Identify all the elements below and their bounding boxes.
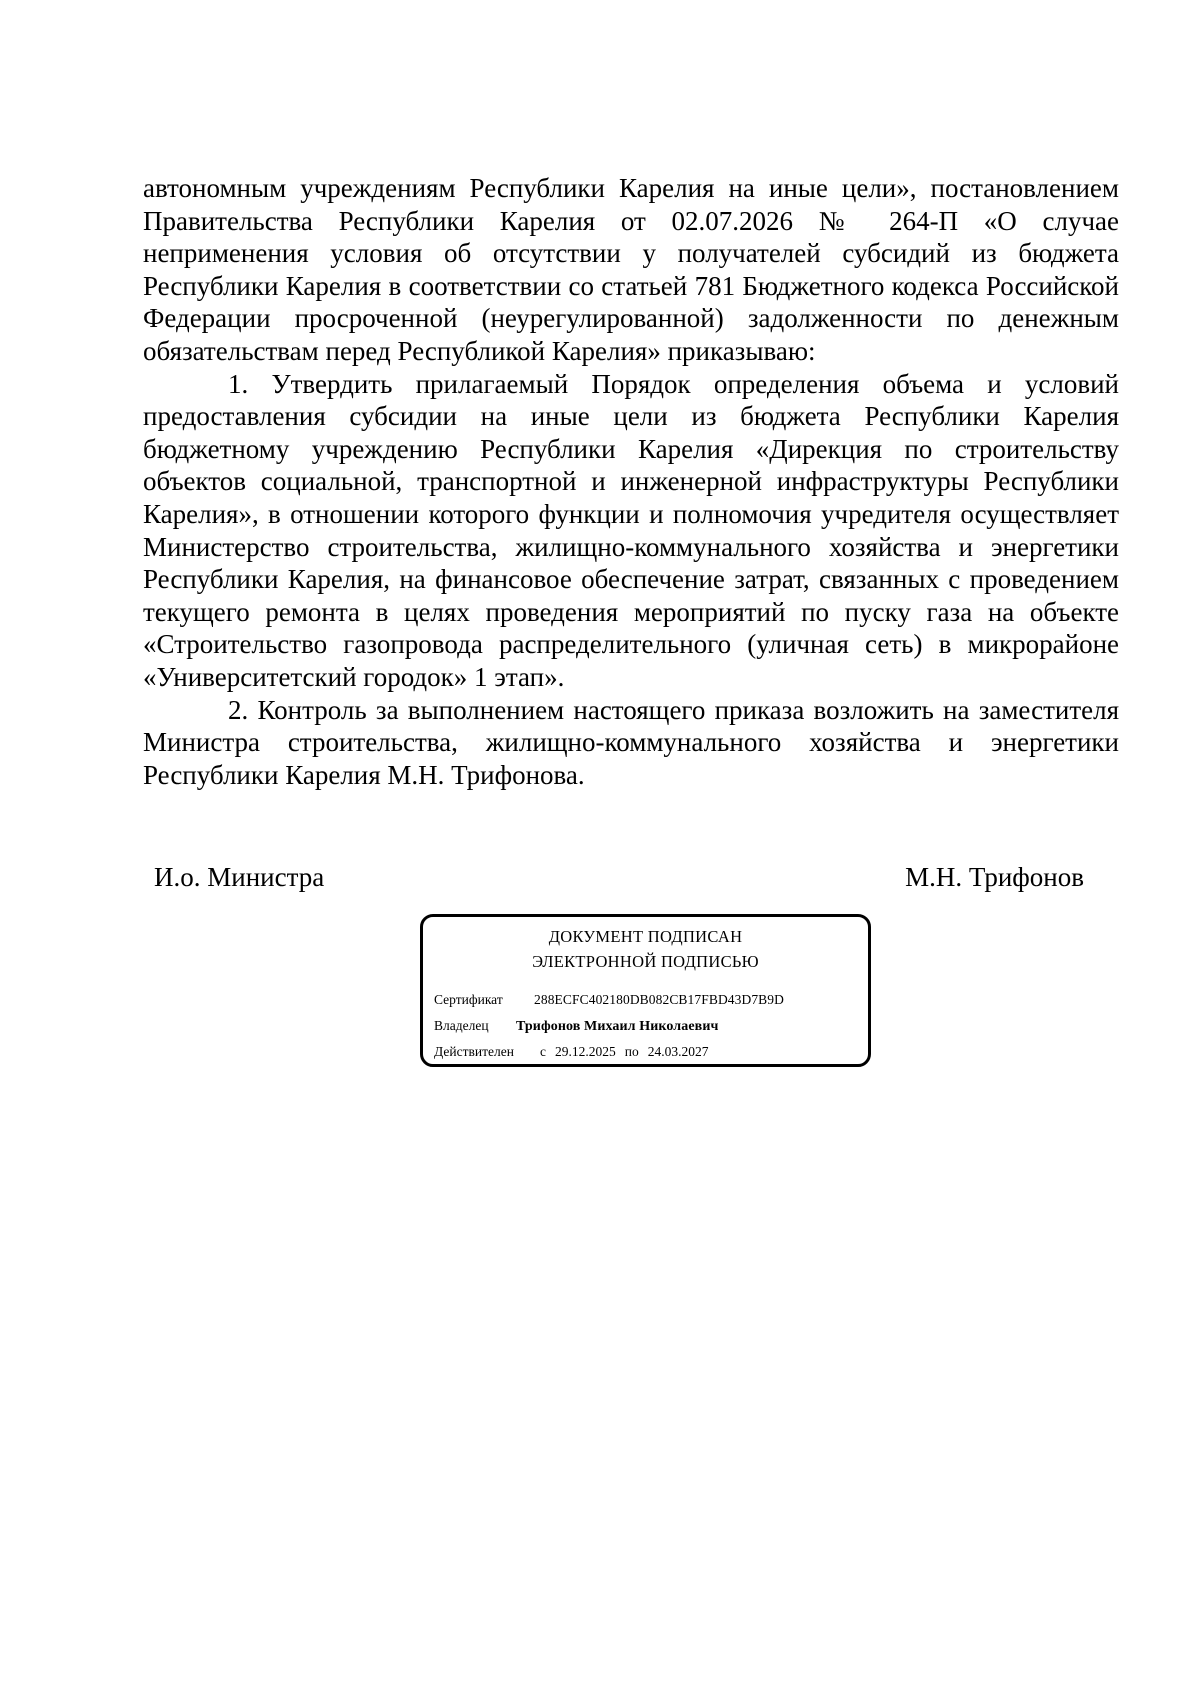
signatory-role: И.о. Министра <box>154 862 325 892</box>
stamp-owner-row <box>434 1017 718 1036</box>
stamp-validity-row <box>434 1043 708 1061</box>
stamp-valid-to: 24.03.2027 <box>647 1044 709 1059</box>
stamp-owner-label: Владелец <box>434 1018 489 1033</box>
paragraph-item-1: 1. Утвердить прилагаемый Порядок определения объема и условий предоставления субсидии на иные цели из бюджета Республики Карелия бюджетному учреждению Республики Карелия «Дирекция по строительству объектов социальной, транспортной и инженерной инфраструктуры Республики Карелия», в отношении которого функции и полномочия учредителя осуществляет Министерство строительства, жилищно-коммунального хозяйства и энергетики Республики Карелия, на финансовое обеспечение затрат, связанных с проведением текущего ремонта в целях проведения мероприятий по пуску газа на объекте «Строительство газопровода распределительного (уличная сеть) в микрорайоне «Университетский городок» 1 этап». <box>143 368 1119 692</box>
stamp-validity-label: Действителен <box>434 1044 514 1059</box>
stamp-owner-value: Трифонов Михаил Николаевич <box>516 1019 719 1034</box>
paragraph-preamble: автономным учреждениям Республики Карелия на иные цели», постановлением Правительства Республики Карелия от 02.07.2026 № 264-П «О случае неприменения условия об отсутствии у получателей субсидий из бюджета Республики Карелия в соответствии со статьей 781 Бюджетного кодекса Российской Федерации просроченной (неурегулированной) задолженности по денежным обязательствам перед Республикой Карелия» приказываю: <box>143 173 1119 366</box>
stamp-title-line-2: ЭЛЕКТРОННОЙ ПОДПИСЬЮ <box>532 952 759 971</box>
document-body <box>143 172 1119 791</box>
signatory-name: М.Н. Трифонов <box>905 862 1084 892</box>
electronic-signature-stamp <box>420 914 871 1067</box>
stamp-valid-from-prefix: с <box>540 1044 546 1059</box>
stamp-certificate-value: 288ECFC402180DB082CB17FBD43D7B9D <box>534 992 784 1007</box>
stamp-certificate-label: Сертификат <box>434 992 503 1007</box>
stamp-certificate-row <box>434 991 784 1009</box>
stamp-title-line-1: ДОКУМЕНТ ПОДПИСАН <box>548 927 743 946</box>
stamp-valid-to-prefix: по <box>624 1044 639 1059</box>
stamp-valid-from: 29.12.2025 <box>555 1044 616 1059</box>
paragraph-item-2: 2. Контроль за выполнением настоящего приказа возложить на заместителя Министра строительства, жилищно-коммунального хозяйства и энергетики Республики Карелия М.Н. Трифонова. <box>143 694 1119 790</box>
